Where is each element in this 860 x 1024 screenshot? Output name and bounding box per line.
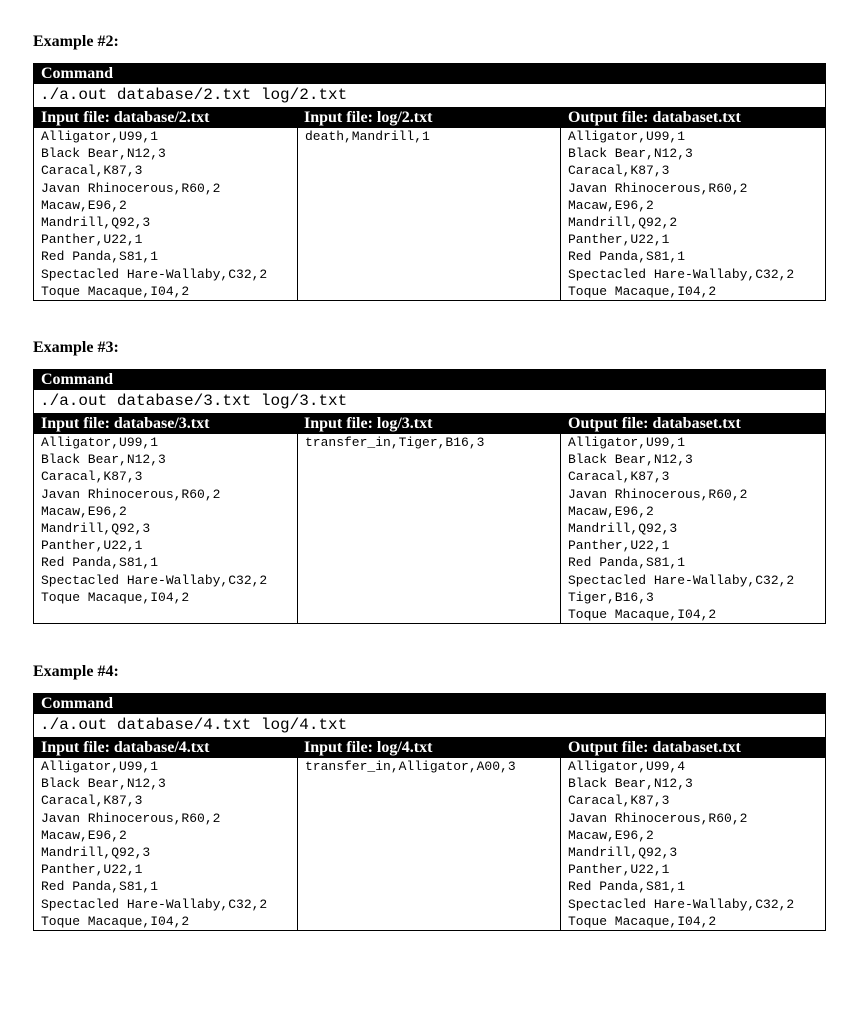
- file-line: Mandrill,Q92,3: [41, 520, 151, 536]
- file-line: Spectacled Hare-Wallaby,C32,2: [568, 266, 795, 282]
- file-columns: [34, 738, 825, 930]
- file-line: Red Panda,S81,1: [41, 249, 159, 265]
- column-header-database: Input file: database/3.txt: [34, 414, 297, 434]
- file-line: Alligator,U99,1: [41, 759, 159, 774]
- column-header-log: Input file: log/2.txt: [297, 108, 561, 128]
- file-line: Mandrill,Q92,3: [568, 844, 678, 860]
- file-line: Panther,U22,1: [41, 538, 143, 554]
- file-line: Caracal,K87,3: [568, 163, 670, 179]
- file-line: Black Bear,N12,3: [41, 146, 166, 162]
- column-header-log: Input file: log/4.txt: [297, 738, 561, 758]
- file-line: Alligator,U99,1: [41, 129, 159, 144]
- file-line: Black Bear,N12,3: [41, 452, 166, 468]
- file-line: Alligator,U99,4: [568, 759, 686, 774]
- file-line: Macaw,E96,2: [568, 827, 654, 843]
- output-file-content: [561, 758, 825, 930]
- command-header: Command: [34, 694, 825, 714]
- command-text: ./a.out database/3.txt log/3.txt: [34, 390, 825, 414]
- command-header: Command: [34, 64, 825, 84]
- file-line: Toque Macaque,I04,2: [568, 283, 717, 299]
- column-header-database: Input file: database/4.txt: [34, 738, 297, 758]
- database-file-content: [34, 128, 297, 300]
- file-line: transfer_in,Tiger,B16,3: [305, 435, 485, 450]
- example-3: [33, 339, 826, 624]
- file-line: Spectacled Hare-Wallaby,C32,2: [568, 572, 795, 588]
- file-columns: [34, 414, 825, 623]
- database-file-content: [34, 758, 297, 930]
- file-line: Macaw,E96,2: [41, 827, 127, 843]
- log-file-content: [297, 758, 561, 930]
- example-table: [33, 369, 826, 624]
- file-line: Red Panda,S81,1: [568, 249, 686, 265]
- file-line: Macaw,E96,2: [41, 197, 127, 213]
- file-line: Javan Rhinocerous,R60,2: [568, 486, 748, 502]
- file-line: Red Panda,S81,1: [41, 879, 159, 895]
- example-heading: Example #4:: [33, 663, 119, 680]
- file-line: Javan Rhinocerous,R60,2: [41, 810, 221, 826]
- file-line: Alligator,U99,1: [41, 435, 159, 450]
- file-line: Mandrill,Q92,3: [568, 520, 678, 536]
- file-line: Caracal,K87,3: [41, 469, 143, 485]
- column-header-database: Input file: database/2.txt: [34, 108, 297, 128]
- file-line: Spectacled Hare-Wallaby,C32,2: [41, 896, 268, 912]
- log-file-content: [297, 434, 561, 623]
- file-line: Spectacled Hare-Wallaby,C32,2: [568, 896, 795, 912]
- file-line: Caracal,K87,3: [568, 793, 670, 809]
- file-line: Black Bear,N12,3: [568, 146, 693, 162]
- file-line: Tiger,B16,3: [568, 589, 654, 605]
- file-line: Black Bear,N12,3: [41, 776, 166, 792]
- file-line: Javan Rhinocerous,R60,2: [568, 180, 748, 196]
- file-line: Mandrill,Q92,2: [568, 214, 678, 230]
- file-columns: [34, 108, 825, 300]
- example-table: [33, 693, 826, 931]
- file-line: Red Panda,S81,1: [568, 879, 686, 895]
- output-file-content: [561, 128, 825, 300]
- file-line: Panther,U22,1: [568, 232, 670, 248]
- command-text: ./a.out database/4.txt log/4.txt: [34, 714, 825, 738]
- file-line: death,Mandrill,1: [305, 129, 430, 144]
- file-line: Red Panda,S81,1: [568, 555, 686, 571]
- file-line: Caracal,K87,3: [41, 793, 143, 809]
- example-2: [33, 33, 826, 301]
- file-line: Spectacled Hare-Wallaby,C32,2: [41, 266, 268, 282]
- column-header-log: Input file: log/3.txt: [297, 414, 561, 434]
- file-line: Javan Rhinocerous,R60,2: [41, 180, 221, 196]
- log-file-content: [297, 128, 561, 300]
- file-line: Toque Macaque,I04,2: [41, 283, 190, 299]
- file-line: transfer_in,Alligator,A00,3: [305, 759, 516, 774]
- file-line: Panther,U22,1: [568, 538, 670, 554]
- command-header: Command: [34, 370, 825, 390]
- file-line: Mandrill,Q92,3: [41, 214, 151, 230]
- file-line: Alligator,U99,1: [568, 129, 686, 144]
- file-line: Panther,U22,1: [568, 862, 670, 878]
- example-heading: Example #2:: [33, 33, 119, 50]
- file-line: Caracal,K87,3: [41, 163, 143, 179]
- file-line: Macaw,E96,2: [568, 503, 654, 519]
- example-heading: Example #3:: [33, 339, 119, 356]
- file-line: Caracal,K87,3: [568, 469, 670, 485]
- file-line: Javan Rhinocerous,R60,2: [41, 486, 221, 502]
- file-line: Spectacled Hare-Wallaby,C32,2: [41, 572, 268, 588]
- database-file-content: [34, 434, 297, 623]
- file-line: Toque Macaque,I04,2: [568, 606, 717, 622]
- file-line: Macaw,E96,2: [568, 197, 654, 213]
- file-line: Javan Rhinocerous,R60,2: [568, 810, 748, 826]
- column-header-output: Output file: databaset.txt: [561, 414, 825, 434]
- file-line: Black Bear,N12,3: [568, 776, 693, 792]
- file-line: Macaw,E96,2: [41, 503, 127, 519]
- file-line: Panther,U22,1: [41, 862, 143, 878]
- file-line: Mandrill,Q92,3: [41, 844, 151, 860]
- file-line: Toque Macaque,I04,2: [41, 589, 190, 605]
- output-file-content: [561, 434, 825, 623]
- file-line: Alligator,U99,1: [568, 435, 686, 450]
- column-header-output: Output file: databaset.txt: [561, 738, 825, 758]
- file-line: Toque Macaque,I04,2: [41, 913, 190, 929]
- file-line: Panther,U22,1: [41, 232, 143, 248]
- command-text: ./a.out database/2.txt log/2.txt: [34, 84, 825, 108]
- file-line: Toque Macaque,I04,2: [568, 913, 717, 929]
- file-line: Red Panda,S81,1: [41, 555, 159, 571]
- column-header-output: Output file: databaset.txt: [561, 108, 825, 128]
- example-table: [33, 63, 826, 301]
- file-line: Black Bear,N12,3: [568, 452, 693, 468]
- example-4: [33, 663, 826, 931]
